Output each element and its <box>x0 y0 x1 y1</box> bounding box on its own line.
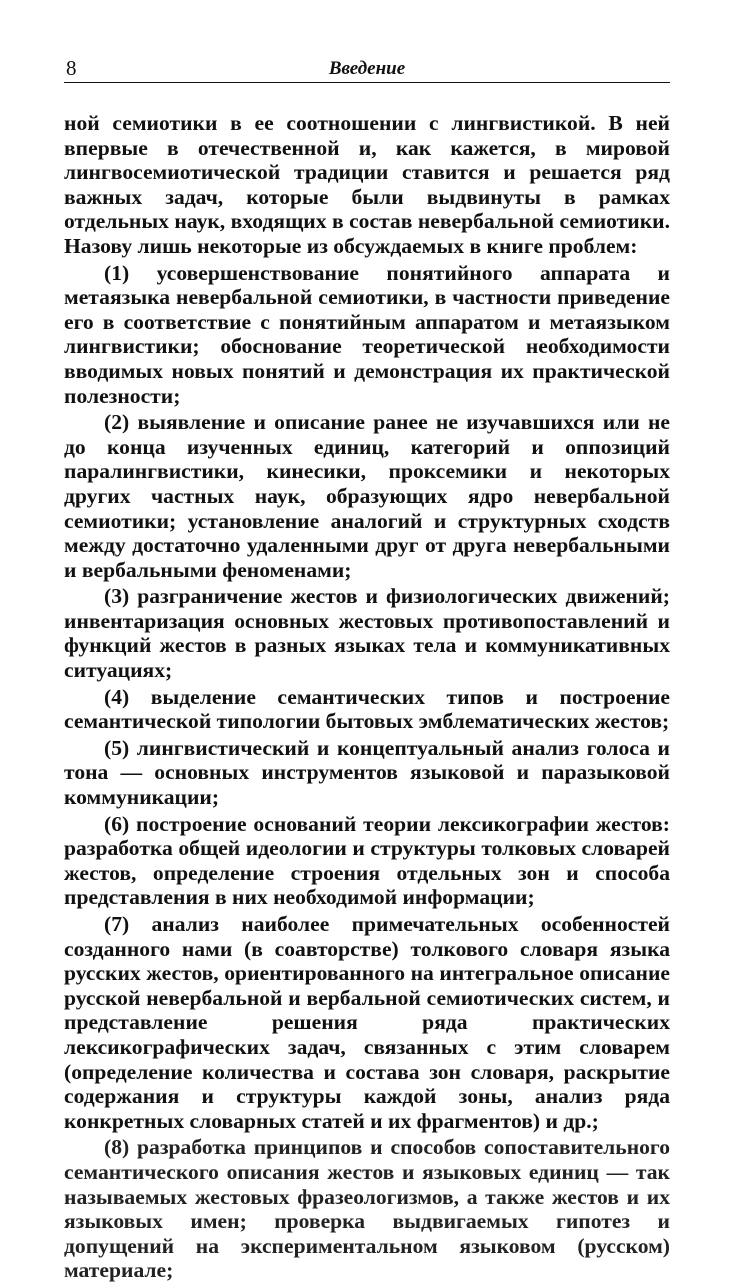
list-item-6: (6) построение оснований теории лексикографии жестов: разработка общей идеологии и структуры толковых словарей жестов, определение строения отдельных зон и способа представления в них необходимой информации; <box>64 811 670 910</box>
list-item-3: (3) разграничение жестов и физиологических движений; инвентаризация основных жестовых противопоставлений и функций жестов в разных языках тела и коммуникативных ситуациях; <box>64 584 670 683</box>
list-item-8: (8) разработка принципов и способов сопоставительного семантического описания жестов и языковых единиц — так называемых жестовых фразеологизмов, а также жестов и их языковых имен; проверка выдвигаемых гипотез и допущений на экспериментальном языковом (русском) материале; <box>64 1135 670 1283</box>
main-text <box>64 111 670 1283</box>
list-item-2: (2) выявление и описание ранее не изучавшихся или не до конца изученных единиц, категорий и оппозиций паралингвистики, кинесики, проксемики и некоторых других частных наук, образующих ядро невербальной семиотики; установление аналогий и структурных сходств между достаточно удаленными друг от друга невербальными и вербальными феноменами; <box>64 410 670 582</box>
list-item-4: (4) выделение семантических типов и построение семантической типологии бытовых эмблематических жестов; <box>64 684 670 734</box>
list-item-5: (5) лингвистический и концептуальный анализ голоса и тона — основных инструментов языковой и паразыковой коммуникации; <box>64 735 670 810</box>
running-header <box>64 54 670 83</box>
page-number: 8 <box>66 56 77 80</box>
running-title: Введение <box>328 58 406 79</box>
list-item-7: (7) анализ наиболее примечательных особенностей созданного нами (в соавторстве) толкового словаря языка русских жестов, ориентированного на интегральное описание русской невербальной и вербальной семиотических систем, и представление решения ряда практических лексикографических задач, связанных с этим словарем (определение количества и состава зон словаря, раскрытие содержания и структуры каждой зоны, анализ ряда конкретных словарных статей и их фрагментов) и др.; <box>64 912 670 1133</box>
list-item-1: (1) усовершенствование понятийного аппарата и метаязыка невербальной семиотики, в частности приведение его в соответствие с понятийным аппаратом и метаязыком лингвистики; обоснование теоретической необходимости вводимых новых понятий и демонстрация их практической полезности; <box>64 260 670 408</box>
intro-paragraph: ной семиотики в ее соотношении с лингвистикой. В ней впервые в отечественной и, как кажется, в мировой лингвосемиотической традиции ставится и решается ряд важных задач, которые были выдвинуты в рамках отдельных наук, входящих в состав невербальной семиотики. Назову лишь некоторые из обсуждаемых в книге проблем: <box>64 111 670 258</box>
